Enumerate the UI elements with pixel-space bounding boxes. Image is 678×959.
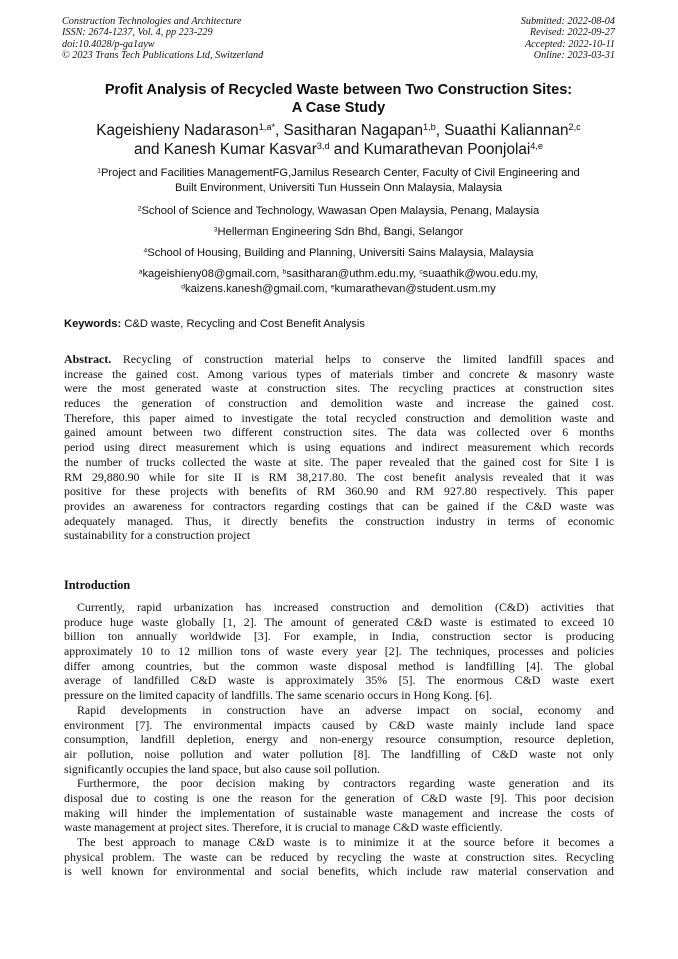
intro-line: is well known for environmental and social benefits, which include raw material conservation and bbox=[64, 864, 614, 879]
abstract bbox=[64, 352, 614, 543]
intro-line: air pollution, noise pollution and water pollution [8]. The landfilling of C&D waste not only bbox=[64, 746, 614, 761]
journal-issn: ISSN: 2674-1237, Vol. 4, pp 223-229 bbox=[62, 27, 213, 39]
intro-line: differ among countries, but the common waste disposal method is landfilling [4]. The global bbox=[64, 658, 614, 673]
email-link[interactable]: sasitharan@uthm.edu.my, bbox=[286, 268, 420, 280]
author-line-2 bbox=[62, 140, 615, 159]
author-line-1 bbox=[62, 121, 615, 140]
journal-copyright: © 2023 Trans Tech Publications Ltd, Switzerland bbox=[62, 49, 264, 61]
keywords-text: C&D waste, Recycling and Cost Benefit Analysis bbox=[121, 318, 365, 330]
section-heading-introduction: Introduction bbox=[64, 578, 131, 592]
abstract-line: RM 29,880.90 while for site II is RM 38,217.80. The cost benefit analysis revealed that it was bbox=[64, 469, 614, 484]
email-list bbox=[62, 267, 615, 296]
author-sup: 1,b bbox=[423, 121, 436, 132]
title-line-2: A Case Study bbox=[291, 99, 386, 116]
affiliation-text: School of Science and Technology, Wawasan Open Malaysia, Penang, Malaysia bbox=[141, 205, 540, 217]
author-sup: 2,c bbox=[568, 121, 581, 132]
date-revised: Revised: 2022-09-27 bbox=[529, 27, 615, 39]
journal-info bbox=[62, 16, 263, 61]
abstract-label: Abstract. bbox=[64, 352, 112, 366]
paper-title bbox=[62, 82, 615, 117]
intro-line: making will hinder the implementation of sustainable waste management and increase the costs of bbox=[64, 805, 614, 820]
abstract-line: adequately managed. Thus, it directly benefits the construction industry in terms of economic bbox=[64, 513, 614, 528]
email-link[interactable]: kumarathevan@student.usm.my bbox=[334, 282, 496, 295]
keywords bbox=[64, 318, 365, 330]
intro-line: produce huge waste globally [1, 2]. The amount of generated C&D waste is estimated to exceed 10 bbox=[64, 614, 614, 629]
intro-line: billion ton annually worldwide [3]. For example, in India, construction sector is producing bbox=[64, 629, 614, 644]
email-sup: b bbox=[282, 268, 287, 276]
author-name: Kageishieny Nadarason bbox=[96, 122, 259, 139]
email-sup: c bbox=[419, 268, 423, 276]
abstract-line: positive for these projects with benefits of RM 360.90 and RM 927.80 respectively. This paper bbox=[64, 484, 614, 499]
abstract-line: increase the gained cost. Among various types of materials timber and concrete & masonry waste bbox=[64, 366, 614, 381]
affiliation-1-line-1 bbox=[62, 166, 615, 181]
affiliation-4 bbox=[62, 246, 615, 261]
abstract-line bbox=[64, 352, 614, 367]
abstract-line: reduces the generation of construction and demolition waste and increase the gained cost. bbox=[64, 396, 614, 411]
date-submitted: Submitted: 2022-08-04 bbox=[520, 16, 615, 27]
intro-line: Rapid developments in construction have an adverse impact on social, economy and bbox=[77, 702, 614, 717]
email-sup: e bbox=[330, 282, 335, 290]
affiliation-4-line bbox=[62, 246, 615, 261]
intro-line: Currently, rapid urbanization has increased construction and demolition (C&D) activities that bbox=[77, 600, 614, 614]
intro-line: physical problem. The waste can be reduced by recycling the waste at construction sites. Recycling bbox=[64, 849, 614, 864]
author-sup: 4,e bbox=[530, 140, 544, 151]
intro-line: significantly occupies the land space, but also cause soil pollution. bbox=[64, 761, 381, 776]
abstract-line: the number of trucks collected the waste at site. The paper revealed that the gained cost for Site I is bbox=[64, 454, 614, 469]
affiliation-sup: 4 bbox=[143, 247, 148, 255]
abstract-line: period using direct measurement which is using equations and indirect measurement which records bbox=[64, 440, 614, 455]
author-name: , Suaathi Kaliannan bbox=[435, 122, 569, 139]
introduction-body bbox=[64, 600, 614, 879]
affiliation-text: Hellerman Engineering Sdn Bhd, Bangi, Selangor bbox=[217, 226, 464, 238]
email-line-1 bbox=[62, 267, 615, 282]
journal-name: Construction Technologies and Architecture bbox=[62, 16, 242, 27]
email-line-2 bbox=[62, 282, 615, 297]
abstract-line: were the most generated waste at construction sites. The recycling practices at construction sites bbox=[64, 381, 614, 396]
abstract-line: gained amount between two different construction sites. The data was collected over 6 months bbox=[64, 425, 614, 440]
intro-line: environment [7]. The environmental impacts caused by C&D waste mainly include land space bbox=[64, 717, 614, 732]
submission-dates bbox=[521, 16, 615, 61]
author-name: and Kumarathevan Poonjolai bbox=[329, 141, 531, 158]
date-online: Online: 2023-03-31 bbox=[533, 49, 615, 61]
keywords-label: Keywords: bbox=[64, 318, 122, 330]
email-sup: d bbox=[181, 282, 186, 290]
email-link[interactable]: suaathik@wou.edu.my, bbox=[422, 268, 539, 280]
intro-line: The best approach to manage C&D waste is to minimize it at the source before it becomes a bbox=[77, 835, 614, 849]
journal-doi: doi:10.4028/p-ga1ayw bbox=[62, 38, 155, 50]
author-sup: 3,d bbox=[316, 140, 330, 151]
abstract-line: Therefore, this paper aimed to investigate the total recycled construction and demolition waste and bbox=[64, 410, 614, 425]
abstract-line: provides an awareness for contractors regarding costings that can be gained if the C&D waste was bbox=[64, 498, 614, 513]
intro-line: Furthermore, the poor decision making by contractors regarding waste generation and its bbox=[77, 776, 614, 791]
author-name: , Sasitharan Nagapan bbox=[275, 122, 424, 139]
affiliation-sup: 3 bbox=[213, 226, 218, 234]
affiliation-2 bbox=[62, 204, 615, 219]
date-accepted: Accepted: 2022-10-11 bbox=[524, 38, 615, 50]
affiliation-3 bbox=[62, 225, 615, 240]
affiliation-2-line bbox=[62, 204, 615, 219]
author-sup: 1,a* bbox=[258, 121, 276, 132]
abstract-line: sustainability for a construction project bbox=[64, 528, 251, 543]
affiliation-3-line bbox=[62, 225, 615, 240]
intro-line: approximately 10 to 12 million tons of waste every year [2]. The techniques, processes and policies bbox=[64, 644, 614, 659]
intro-line: average of landfilled C&D waste is approximately 35% [5]. The enormous C&D waste exert bbox=[64, 673, 614, 688]
author-name: and Kanesh Kumar Kasvar bbox=[133, 141, 317, 158]
title-line-1: Profit Analysis of Recycled Waste between Two Construction Sites: bbox=[104, 82, 573, 98]
intro-line: waste management at project sites. Therefore, it is crucial to manage C&D waste efficiently. bbox=[64, 820, 503, 835]
affiliation-sup: 1 bbox=[97, 167, 101, 175]
affiliation-text: Project and Facilities ManagementFG,Jamilus Research Center, Faculty of Civil Engineering and bbox=[100, 167, 580, 179]
intro-line: pressure on the limited capacity of landfills. The same scenario occurs in Hong Kong. [6]. bbox=[64, 688, 493, 703]
abstract-text: Recycling of construction material helps to conserve the limited landfill spaces and bbox=[111, 352, 614, 366]
email-link[interactable]: kaizens.kanesh@gmail.com, bbox=[185, 282, 331, 295]
affiliation-1 bbox=[62, 166, 615, 195]
author-list bbox=[62, 121, 615, 159]
affiliation-text: School of Housing, Building and Planning, Universiti Sains Malaysia, Malaysia bbox=[147, 247, 534, 259]
affiliation-sup: 2 bbox=[137, 205, 142, 213]
email-link[interactable]: kageishieny08@gmail.com, bbox=[142, 268, 283, 280]
intro-line: consumption, landfill depletion, energy and non-energy resource consumption, resource depletion, bbox=[64, 732, 614, 747]
intro-line: disposal due to costing is one the reason for the generation of C&D waste [9]. This poor decision bbox=[64, 790, 614, 805]
affiliation-1-line-2: Built Environment, Universiti Tun Hussein Onn Malaysia, Malaysia bbox=[174, 181, 503, 194]
email-sup: a bbox=[138, 268, 143, 276]
